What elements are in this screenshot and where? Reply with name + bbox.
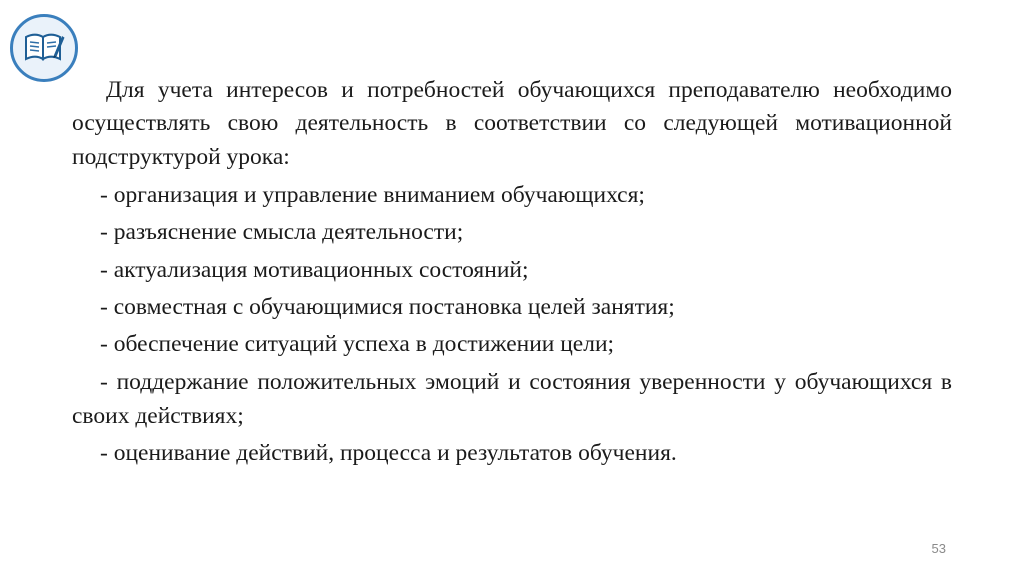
list-item: - совместная с обучающимися постановка целей занятия; [100,293,675,320]
page-number: 53 [931,541,946,556]
open-book-with-pen-icon [10,14,78,82]
intro-paragraph: Для учета интересов и потребностей обучающихся преподавателю необходимо осуществлять свою деятельность в соответствии со следующей мотивационной подструктурой урока: [72,77,952,170]
list-item: - актуализация мотивационных состояний; [100,256,529,283]
slide-body [72,74,952,473]
list-item: - разъяснение смысла деятельности; [100,219,464,246]
bullet-list [72,178,952,470]
list-item: - поддержание положительных эмоций и состояния уверенности у обучающихся в своих действиях; [72,368,952,429]
list-item: - обеспечение ситуаций успеха в достижении цели; [100,331,615,358]
list-item: - организация и управление вниманием обучающихся; [100,182,645,209]
list-item: - оценивание действий, процесса и результатов обучения. [100,440,677,467]
